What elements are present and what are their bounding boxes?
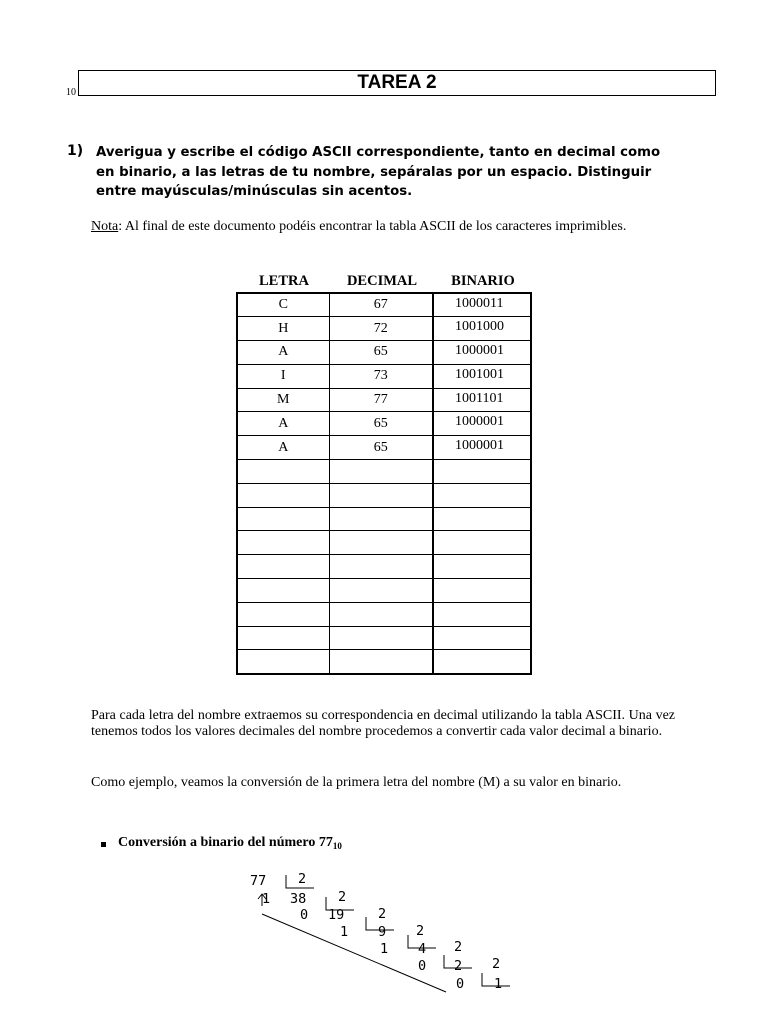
cell-decimal <box>329 555 433 579</box>
cell-binario: 1000001 <box>433 412 531 436</box>
remainder: 1 <box>340 924 349 940</box>
ascii-table <box>236 292 532 675</box>
cell-decimal: 72 <box>329 317 433 341</box>
table-row <box>237 579 531 603</box>
cell-binario: 1000001 <box>433 341 531 365</box>
quotient: 4 <box>418 941 427 957</box>
cell-letra: A <box>237 436 329 460</box>
table-row <box>237 602 531 626</box>
cell-decimal <box>329 626 433 650</box>
cell-letra: M <box>237 388 329 412</box>
cell-letra: C <box>237 293 329 317</box>
cell-binario <box>433 626 531 650</box>
cell-letra: H <box>237 317 329 341</box>
cell-binario <box>433 460 531 484</box>
table-row <box>237 293 531 317</box>
page-number: 10 <box>66 87 76 98</box>
cell-binario: 1001001 <box>433 364 531 388</box>
cell-letra <box>237 626 329 650</box>
cell-letra <box>237 531 329 555</box>
cell-letra <box>237 507 329 531</box>
cell-binario: 1000011 <box>433 293 531 317</box>
cell-decimal <box>329 602 433 626</box>
cell-binario <box>433 531 531 555</box>
table-row <box>237 317 531 341</box>
cell-decimal: 73 <box>329 364 433 388</box>
quotient: 9 <box>378 924 387 940</box>
binary-division-diagram <box>248 870 510 994</box>
question-line: Averigua y escribe el código ASCII correspondiente, tanto en decimal como <box>96 145 661 160</box>
cell-letra <box>237 483 329 507</box>
bullet-square-icon <box>101 842 106 847</box>
note-text: : Al final de este documento podéis encontrar la tabla ASCII de los caracteres imprimibles. <box>118 219 627 234</box>
question-line: entre mayúsculas/minúsculas sin acentos. <box>96 184 413 199</box>
table-row <box>237 531 531 555</box>
cell-binario <box>433 483 531 507</box>
cell-letra <box>237 460 329 484</box>
remainder: 0 <box>418 958 427 974</box>
final-quotient: 1 <box>494 976 503 992</box>
cell-binario <box>433 602 531 626</box>
explanation-paragraph: Para cada letra del nombre extraemos su correspondencia en decimal utilizando la tabla ASCII. Una vez tenemos todos los valores decimales del nombre procedemos a convertir cada valor decimal a binario. <box>91 708 675 740</box>
cell-letra: I <box>237 364 329 388</box>
cell-binario <box>433 555 531 579</box>
cell-letra: A <box>237 412 329 436</box>
cell-letra <box>237 579 329 603</box>
bullet-heading <box>118 835 342 851</box>
cell-binario: 1000001 <box>433 436 531 460</box>
question-line: en binario, a las letras de tu nombre, sepáralas por un espacio. Distinguir <box>96 164 652 180</box>
cell-letra: A <box>237 341 329 365</box>
bullet-heading-text: Conversión a binario del número 77 <box>118 835 333 850</box>
cell-decimal <box>329 650 433 674</box>
bullet-heading-subscript: 10 <box>332 841 342 851</box>
divisor: 2 <box>492 956 501 972</box>
table-row <box>237 460 531 484</box>
page-title: TAREA 2 <box>78 70 716 96</box>
table-row <box>237 436 531 460</box>
cell-decimal <box>329 507 433 531</box>
column-header-decimal: DECIMAL <box>346 273 418 289</box>
table-row <box>237 555 531 579</box>
column-header-letra: LETRA <box>259 273 309 289</box>
cell-decimal <box>329 483 433 507</box>
cell-decimal <box>329 460 433 484</box>
quotient: 38 <box>290 891 307 907</box>
dividend: 77 <box>250 873 267 889</box>
divisor: 2 <box>454 939 463 955</box>
quotient: 19 <box>328 907 345 923</box>
remainder: 0 <box>456 976 465 992</box>
cell-decimal <box>329 579 433 603</box>
divisor: 2 <box>338 889 347 905</box>
cell-letra <box>237 650 329 674</box>
question-number: 1) <box>67 143 84 159</box>
example-paragraph: Como ejemplo, veamos la conversión de la primera letra del nombre (M) a su valor en binario. <box>91 775 622 790</box>
cell-letra <box>237 555 329 579</box>
remainder: 1 <box>380 941 389 957</box>
table-row <box>237 483 531 507</box>
question-text <box>96 143 686 202</box>
remainder: 1 <box>262 891 271 907</box>
divisor: 2 <box>378 906 387 922</box>
cell-letra <box>237 602 329 626</box>
table-row <box>237 507 531 531</box>
cell-decimal: 65 <box>329 436 433 460</box>
cell-binario: 1001000 <box>433 317 531 341</box>
note-paragraph <box>91 219 675 235</box>
table-row <box>237 626 531 650</box>
table-row <box>237 650 531 674</box>
divisor: 2 <box>298 871 307 887</box>
cell-decimal: 67 <box>329 293 433 317</box>
table-row <box>237 364 531 388</box>
cell-decimal: 77 <box>329 388 433 412</box>
remainder: 0 <box>300 907 309 923</box>
cell-binario: 1001101 <box>433 388 531 412</box>
table-row <box>237 412 531 436</box>
cell-binario <box>433 579 531 603</box>
cell-decimal: 65 <box>329 412 433 436</box>
cell-binario <box>433 650 531 674</box>
table-row <box>237 341 531 365</box>
cell-decimal: 65 <box>329 341 433 365</box>
cell-binario <box>433 507 531 531</box>
divisor: 2 <box>416 923 425 939</box>
table-row <box>237 388 531 412</box>
column-header-binario: BINARIO <box>451 273 515 289</box>
cell-decimal <box>329 531 433 555</box>
note-label: Nota <box>91 219 119 234</box>
quotient: 2 <box>454 958 463 974</box>
